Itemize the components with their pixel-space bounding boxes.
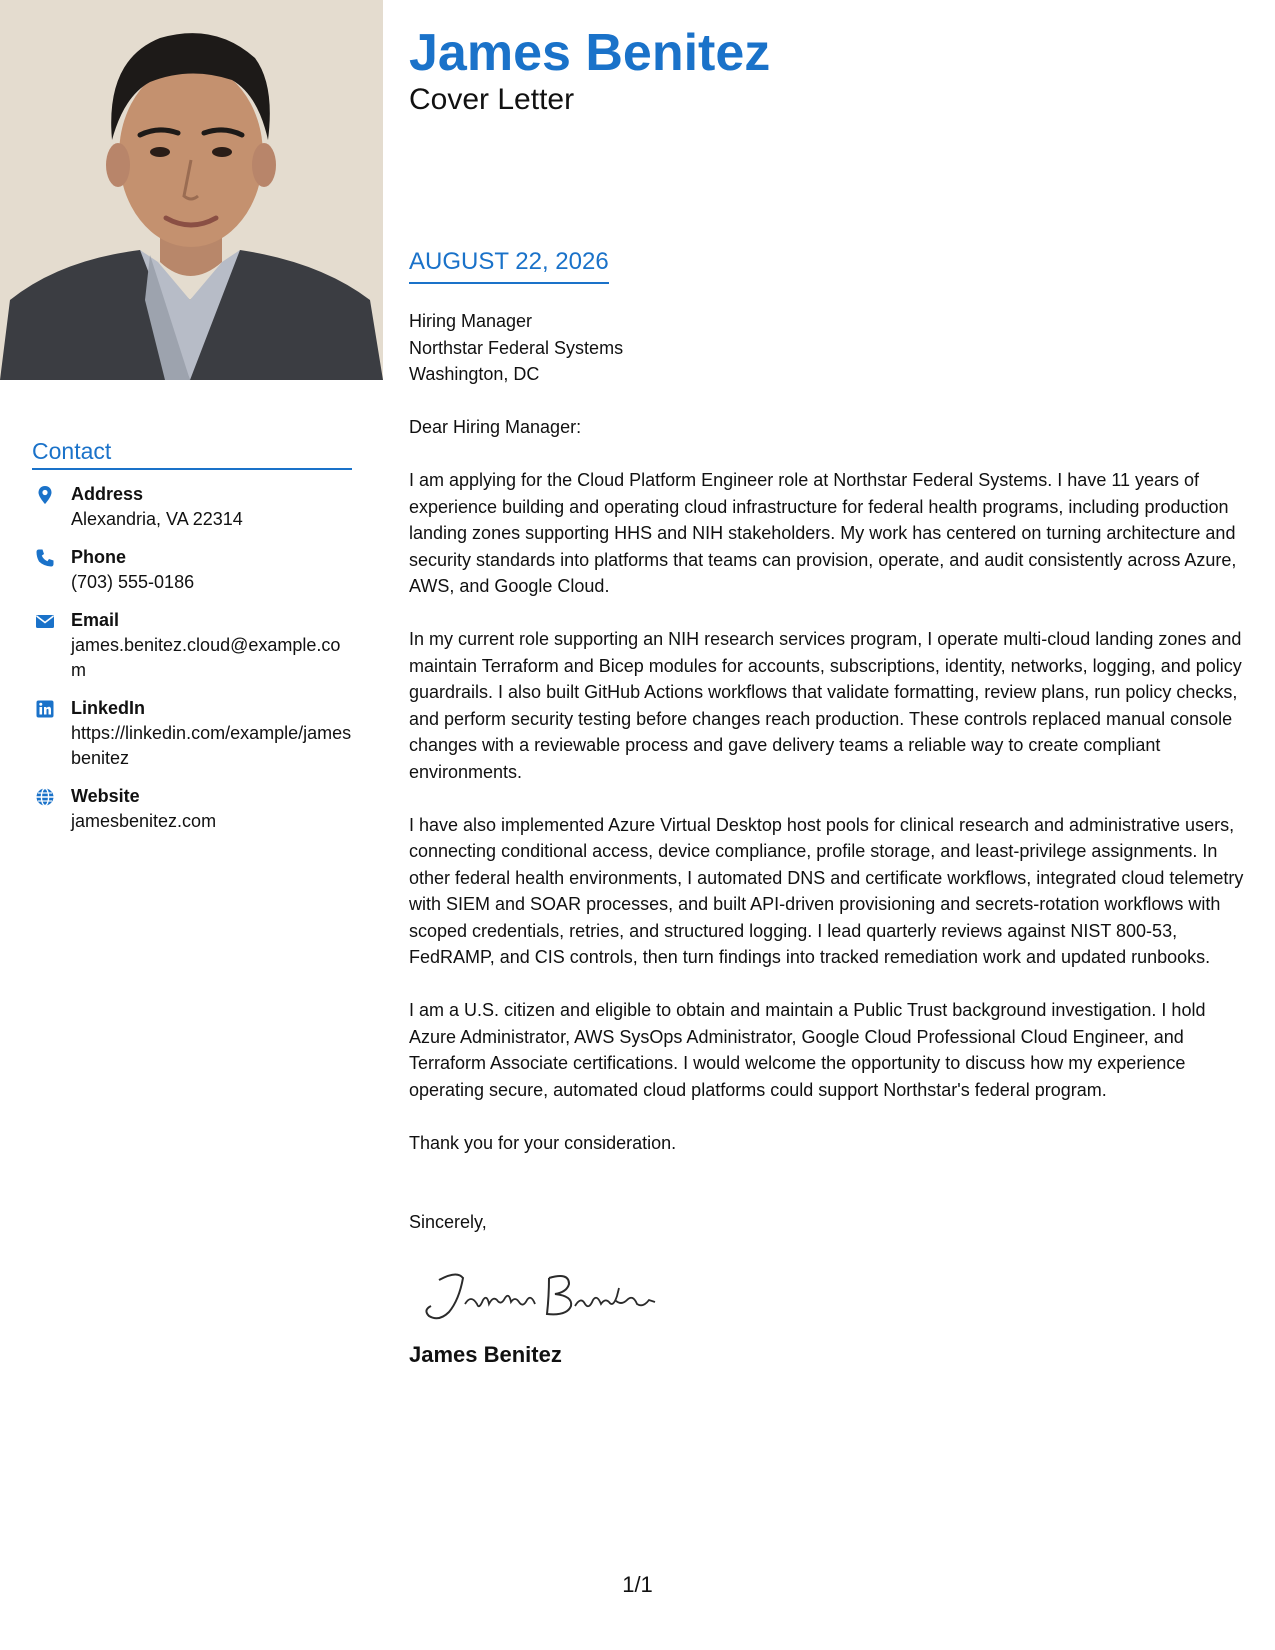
contact-phone — [32, 545, 352, 595]
contact-value: Alexandria, VA 22314 — [71, 509, 243, 529]
contact-address — [32, 482, 352, 532]
contact-email — [32, 608, 352, 683]
letter-paragraph: I am applying for the Cloud Platform Engineer role at Northstar Federal Systems. I have 11 years of experience building and operating cloud infrastructure for federal health programs, including production landing zones supporting HHS and NIH stakeholders. My work has centered on turning architecture and security standards into platforms that teams can provision, operate, and audit consistently across Azure, AWS, and Google Cloud. — [409, 470, 1237, 596]
contact-heading: Contact — [32, 437, 352, 470]
envelope-icon — [35, 611, 55, 631]
document-subtitle: Cover Letter — [409, 83, 575, 116]
closing: Sincerely, — [409, 1212, 487, 1232]
contact-panel — [32, 437, 352, 847]
letter-paragraph: Thank you for your consideration. — [409, 1132, 677, 1153]
contact-value[interactable]: james.benitez.cloud@example.com — [71, 635, 341, 680]
recipient-location: Washington, DC — [409, 364, 540, 384]
location-pin-icon — [35, 485, 55, 505]
recipient-title: Hiring Manager — [409, 311, 533, 331]
signer-name: James Benitez — [409, 1341, 562, 1367]
contact-value[interactable]: jamesbenitez.com — [71, 811, 217, 831]
contact-label: Address — [71, 484, 144, 504]
phone-icon — [35, 548, 55, 568]
recipient-company: Northstar Federal Systems — [409, 337, 624, 358]
letter-body — [409, 308, 1254, 1368]
contact-value[interactable]: https://linkedin.com/example/jamesbenitez — [71, 723, 352, 768]
contact-linkedin — [32, 696, 352, 771]
candidate-name: James Benitez — [409, 24, 771, 82]
contact-label: Website — [71, 786, 140, 806]
linkedin-icon — [35, 699, 55, 719]
profile-photo — [0, 0, 383, 380]
recipient-block — [409, 308, 1254, 388]
contact-website — [32, 784, 352, 834]
contact-label: Phone — [71, 547, 127, 567]
page-number: 1/1 — [622, 1572, 653, 1597]
contact-label: LinkedIn — [71, 698, 146, 718]
signature-image — [409, 1260, 1254, 1330]
contact-label: Email — [71, 610, 120, 630]
contact-value: (703) 555-0186 — [71, 572, 195, 592]
letter-paragraph: I have also implemented Azure Virtual Desktop host pools for clinical research and administrative users, connecting conditional access, device compliance, profile storage, and least-privilege assignments. In other federal health environments, I automated DNS and certificate workflows, integrated cloud telemetry with SIEM and SOAR processes, and built API-driven provisioning and secrets-rotation workflows with scoped credentials, retries, and structured logging. I lead quarterly reviews against NIST 800-53, FedRAMP, and CIS controls, then turn findings into tracked remediation work and updated runbooks. — [409, 814, 1244, 967]
letter-paragraph: I am a U.S. citizen and eligible to obtain and maintain a Public Trust background investigation. I hold Azure Administrator, AWS SysOps Administrator, Google Cloud Professional Cloud Engineer, and Terraform Associate certifications. I would welcome the opportunity to discuss how my experience operating secure, automated cloud platforms could support Northstar's federal program. — [409, 1000, 1206, 1100]
salutation: Dear Hiring Manager: — [409, 417, 582, 437]
globe-icon — [35, 787, 55, 807]
letter-date: AUGUST 22, 2026 — [409, 248, 609, 284]
letter-paragraph: In my current role supporting an NIH research services program, I operate multi-cloud landing zones and maintain Terraform and Bicep modules for accounts, subscriptions, identity, networks, logging, and policy guardrails. I also built GitHub Actions workflows that validate formatting, review plans, run policy checks, and perform security testing before changes reach production. These controls replaced manual console changes with a reviewable process and gave delivery teams a reliable way to create compliant environments. — [409, 629, 1242, 782]
header — [409, 22, 770, 118]
